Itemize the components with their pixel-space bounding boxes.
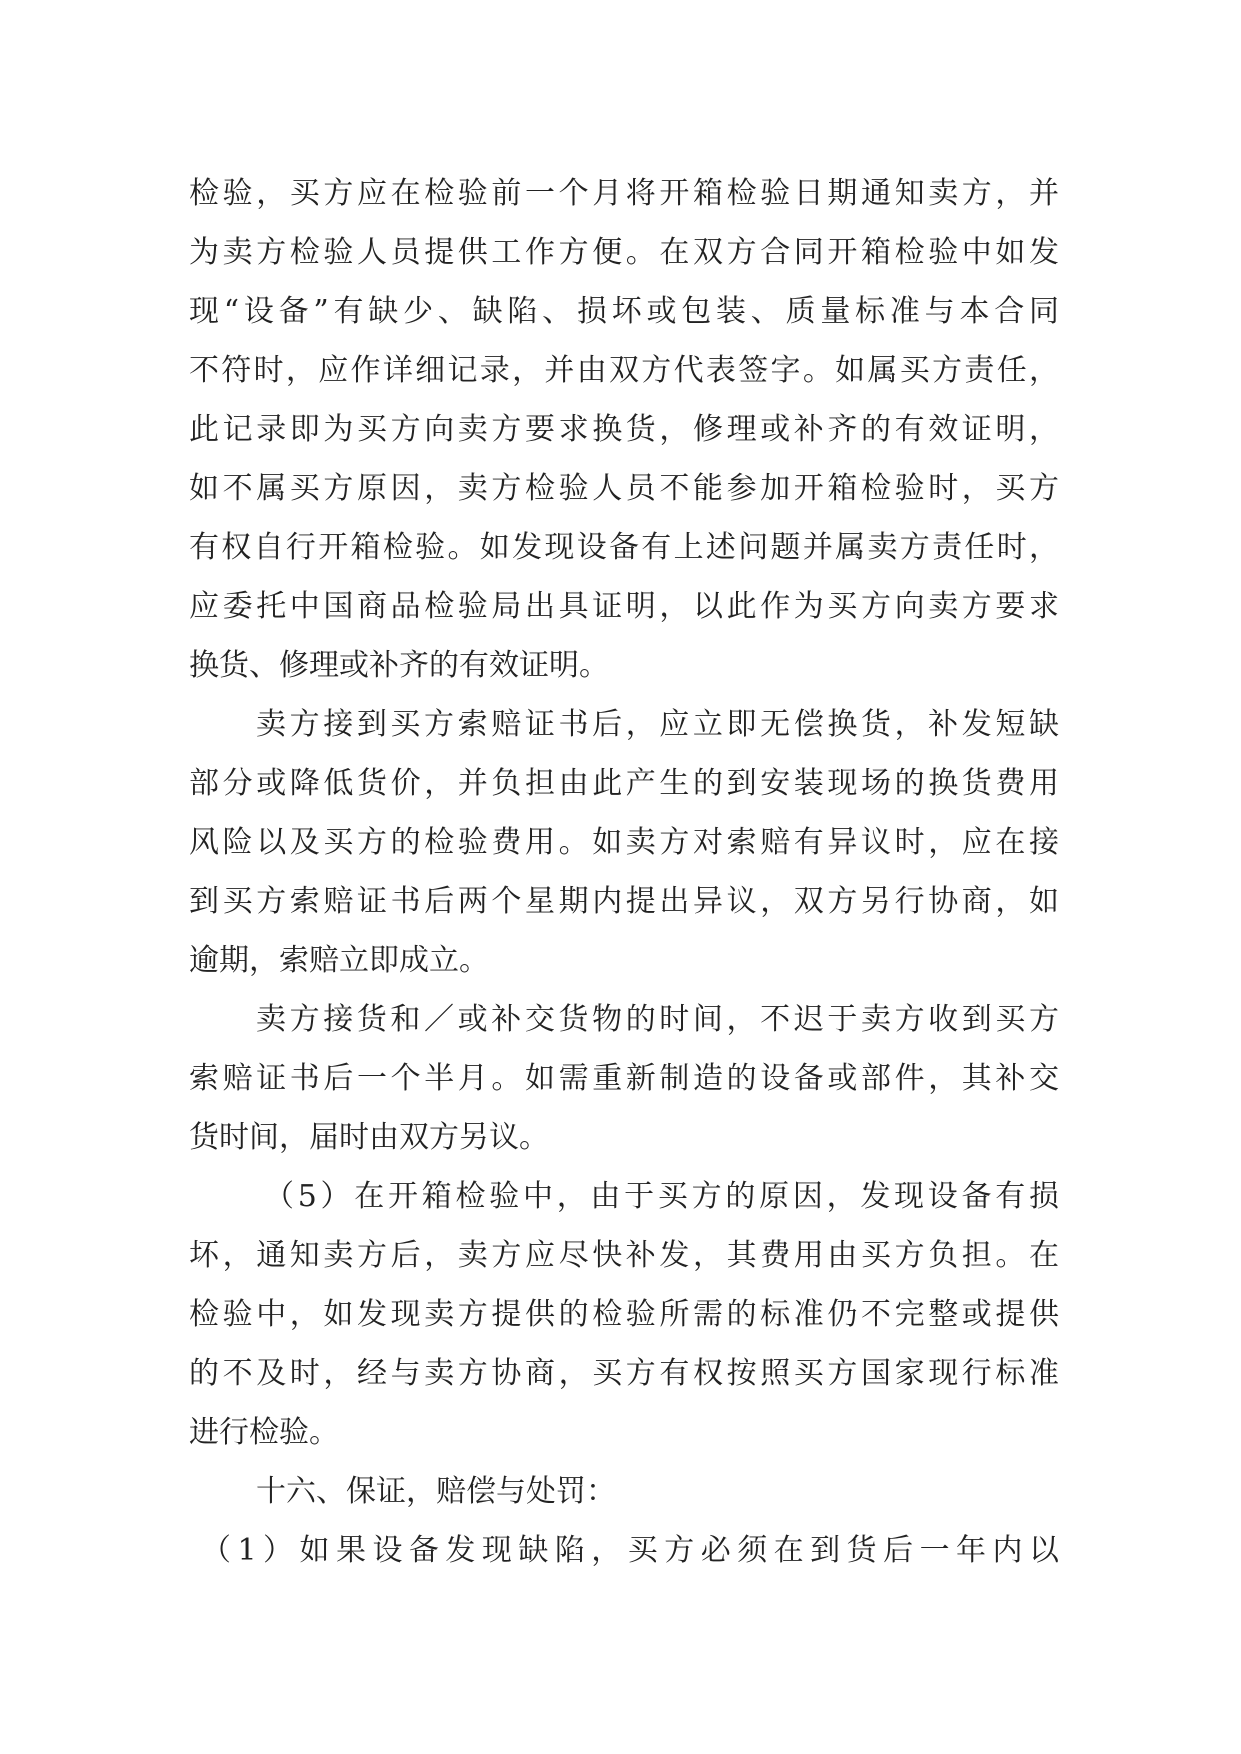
text-line: 进行检验。: [189, 1415, 339, 1450]
text-line: 换货、修理或补齐的有效证明。: [189, 648, 609, 683]
text-line: 不符时，应作详细记录，并由双方代表签字。如属买方责任，: [189, 353, 1059, 388]
text-line: 应委托中国商品检验局出具证明，以此作为买方向卖方要求: [189, 589, 1059, 624]
text-line: 有权自行开箱检验。如发现设备有上述问题并属卖方责任时，: [189, 530, 1059, 565]
paragraph-first-line: 卖方接货和／或补交货物的时间，不迟于卖方收到买方: [256, 1002, 1059, 1037]
text-line: 现“设备”有缺少、缺陷、损坏或包装、质量标准与本合同: [189, 294, 1059, 329]
paragraph-first-line: （1）如果设备发现缺陷，买方必须在到货后一年内以: [201, 1533, 1059, 1568]
text-line: 检验，买方应在检验前一个月将开箱检验日期通知卖方，并: [189, 176, 1059, 211]
text-line: 的不及时，经与卖方协商，买方有权按照买方国家现行标准: [189, 1356, 1059, 1391]
text-line: 索赔证书后一个半月。如需重新制造的设备或部件，其补交: [189, 1061, 1059, 1096]
text-line: 风险以及买方的检验费用。如卖方对索赔有异议时，应在接: [189, 825, 1059, 860]
text-line: 检验中，如发现卖方提供的检验所需的标准仍不完整或提供: [189, 1297, 1059, 1332]
paragraph-first-line: （5）在开箱检验中，由于买方的原因，发现设备有损: [264, 1179, 1059, 1214]
text-line: 坏，通知卖方后，卖方应尽快补发，其费用由买方负担。在: [189, 1238, 1059, 1273]
text-line: 为卖方检验人员提供工作方便。在双方合同开箱检验中如发: [189, 235, 1059, 270]
section-heading: 十六、保证，赔偿与处罚：: [256, 1474, 616, 1509]
text-line: 部分或降低货价，并负担由此产生的到安装现场的换货费用: [189, 766, 1059, 801]
paragraph-first-line: 卖方接到买方索赔证书后，应立即无偿换货，补发短缺: [256, 707, 1059, 742]
text-line: 逾期，索赔立即成立。: [189, 943, 489, 978]
text-line: 此记录即为买方向卖方要求换货，修理或补齐的有效证明，: [189, 412, 1059, 447]
text-line: 货时间，届时由双方另议。: [189, 1120, 549, 1155]
document-body: [189, 164, 1059, 1580]
text-line: 到买方索赔证书后两个星期内提出异议，双方另行协商，如: [189, 884, 1059, 919]
text-line: 如不属买方原因，卖方检验人员不能参加开箱检验时，买方: [189, 471, 1059, 506]
